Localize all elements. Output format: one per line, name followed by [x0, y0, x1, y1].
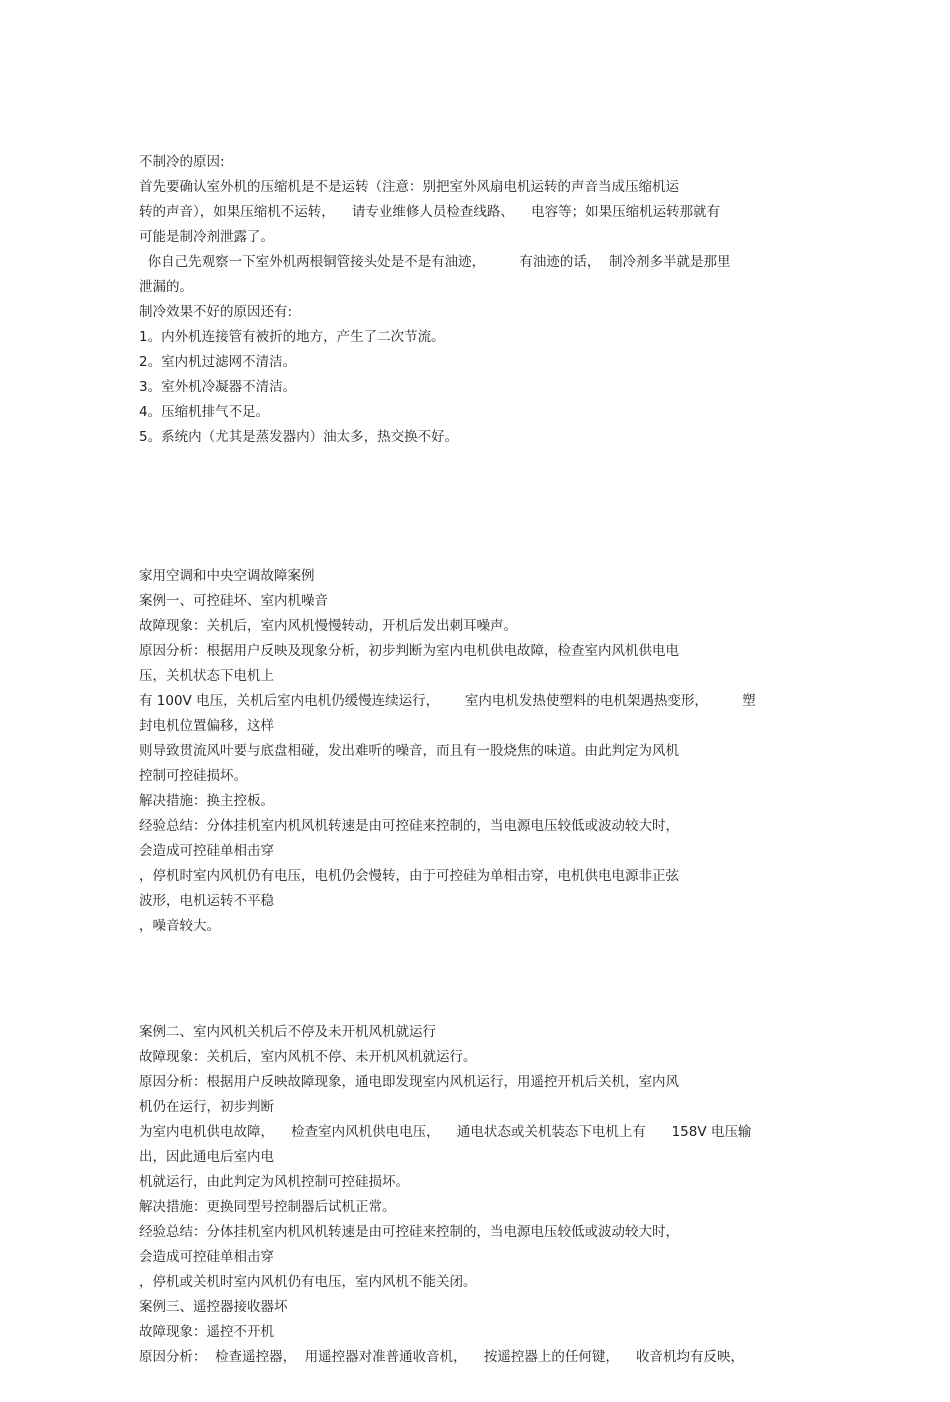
text-line: 原因分析：根据用户反映及现象分析，初步判断为室内电机供电故障，检查室内风机供电电 — [139, 643, 679, 659]
text-line: 解决措施：换主控板。 — [139, 793, 274, 809]
text-line: 压，关机状态下电机上 — [139, 668, 274, 684]
text-line: 出，因此通电后室内电 — [139, 1149, 274, 1165]
section-case-two-three — [139, 1020, 819, 1370]
text-line: 案例一、可控硅坏、室内机噪音 — [139, 593, 328, 609]
text-line: 经验总结：分体挂机室内机风机转速是由可控硅来控制的，当电源电压较低或波动较大时， — [139, 1224, 679, 1240]
text-line: 案例二、室内风机关机后不停及未开机风机就运行 — [139, 1024, 436, 1040]
text-line: 则导致贯流风叶要与底盘相碰，发出难听的噪音，而且有一股烧焦的味道。由此判定为风机 — [139, 743, 679, 759]
text-line: 经验总结：分体挂机室内机风机转速是由可控硅来控制的，当电源电压较低或波动较大时， — [139, 818, 679, 834]
text-line: 机就运行，由此判定为风机控制可控硅损坏。 — [139, 1174, 409, 1190]
text-line: 不制冷的原因: — [139, 154, 225, 170]
text-line: 解决措施：更换同型号控制器后试机正常。 — [139, 1199, 396, 1215]
section-cooling-causes — [139, 150, 819, 450]
text-line: 机仍在运行，初步判断 — [139, 1099, 274, 1115]
text-line: 制冷效果不好的原因还有: — [139, 304, 293, 320]
section-spacer — [139, 482, 819, 532]
text-line: 4。压缩机排气不足。 — [139, 404, 270, 420]
section-case-one — [139, 564, 819, 939]
text-line: 控制可控硅损坏。 — [139, 768, 247, 784]
text-line: 故障现象：关机后，室内风机不停、未开机风机就运行。 — [139, 1049, 477, 1065]
text-line: 3。室外机冷凝器不清洁。 — [139, 379, 297, 395]
text-line: 转的声音），如果压缩机不运转， 请专业维修人员检查线路、 电容等；如果压缩机运转那就有 — [139, 204, 721, 220]
text-line: 你自己先观察一下室外机两根铜管接头处是不是有油迹， 有油迹的话， 制冷剂多半就是那里 — [139, 254, 731, 270]
text-line: 会造成可控硅单相击穿 — [139, 843, 274, 859]
text-line: ，停机或关机时室内风机仍有电压，室内风机不能关闭。 — [139, 1274, 477, 1290]
text-line: 为室内电机供电故障， 检查室内风机供电电压， 通电状态或关机装态下电机上有 158V 电压输 — [139, 1124, 752, 1140]
text-line: 家用空调和中央空调故障案例 — [139, 568, 315, 584]
text-line: 首先要确认室外机的压缩机是不是运转（注意：别把室外风扇电机运转的声音当成压缩机运 — [139, 179, 679, 195]
text-line: 1。内外机连接管有被折的地方，产生了二次节流。 — [139, 329, 445, 345]
document-body — [139, 118, 819, 1402]
text-line: 可能是制冷剂泄露了。 — [139, 229, 274, 245]
text-line: 故障现象：遥控不开机 — [139, 1324, 274, 1340]
text-line: 故障现象：关机后，室内风机慢慢转动，开机后发出刺耳噪声。 — [139, 618, 517, 634]
section-spacer — [139, 971, 819, 988]
text-line: 5。系统内（尤其是蒸发器内）油太多，热交换不好。 — [139, 429, 459, 445]
text-line: 原因分析： 检查遥控器， 用遥控器对准普通收音机， 按遥控器上的任何键， 收音机均有反映， — [139, 1349, 744, 1365]
text-line: 封电机位置偏移，这样 — [139, 718, 274, 734]
text-line: 原因分析：根据用户反映故障现象，通电即发现室内风机运行，用遥控开机后关机，室内风 — [139, 1074, 679, 1090]
text-line: 2。室内机过滤网不清洁。 — [139, 354, 297, 370]
text-line: 波形，电机运转不平稳 — [139, 893, 274, 909]
text-line: 有 100V 电压，关机后室内电机仍缓慢连续运行， 室内电机发热使塑料的电机架遇热变形， 塑 — [139, 693, 756, 709]
text-line: ，停机时室内风机仍有电压，电机仍会慢转，由于可控硅为单相击穿，电机供电电源非正弦 — [139, 868, 679, 884]
text-line: 会造成可控硅单相击穿 — [139, 1249, 274, 1265]
text-line: 泄漏的。 — [139, 279, 193, 295]
text-line: ，噪音较大。 — [139, 918, 220, 934]
text-line: 案例三、遥控器接收器坏 — [139, 1299, 288, 1315]
